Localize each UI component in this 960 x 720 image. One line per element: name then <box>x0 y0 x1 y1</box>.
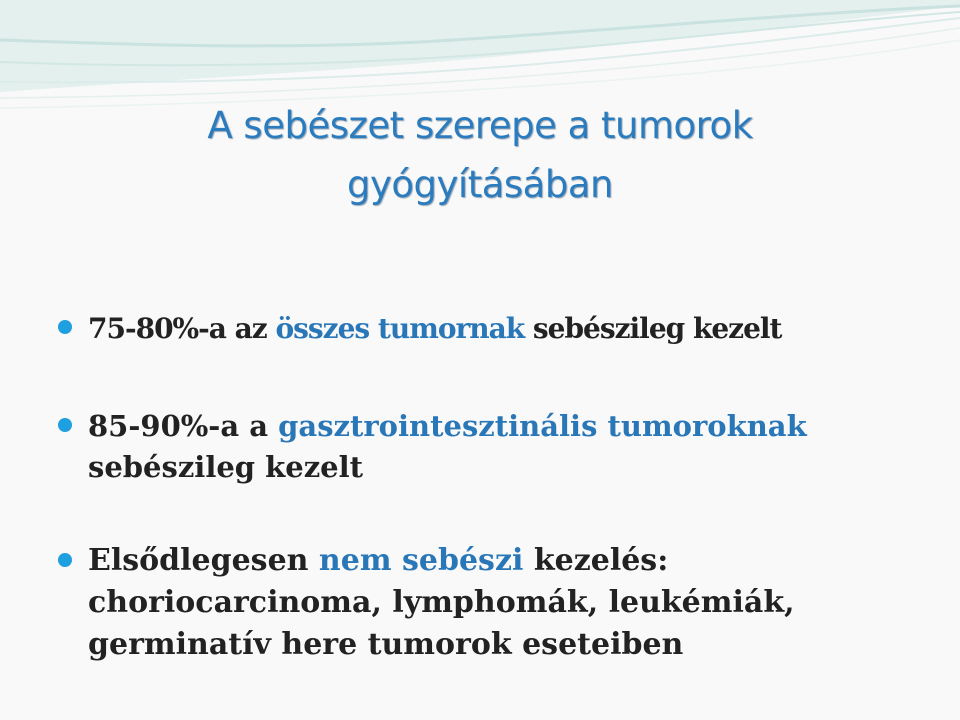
slide-title <box>0 96 960 214</box>
bullet-1-text: 75-80%-a az <box>88 312 276 345</box>
slide-title-line2: gyógyításában <box>347 163 613 206</box>
bullet-item-1 <box>58 308 938 349</box>
bullet-item-2 <box>58 406 938 488</box>
bullet-3-text-end: kezelés: choriocarcinoma, lymphomák, leukémiák, germinatív here tumorok eseteiben <box>88 543 795 662</box>
bullet-1-highlight: összes tumornak <box>275 312 525 345</box>
bullet-3-highlight: nem sebészi <box>318 543 524 578</box>
bullet-2-text-end: sebészileg kezelt <box>88 450 364 484</box>
slide-title-line1: A sebészet szerepe a tumorok <box>207 104 753 147</box>
bullet-3-text: Elsődlegesen <box>88 543 319 578</box>
bullet-list <box>58 308 938 666</box>
bullet-item-3 <box>58 540 938 666</box>
bullet-2-text: 85-90%-a a <box>88 409 279 443</box>
bullet-dot-icon <box>58 553 72 567</box>
bullet-2-highlight: gasztrointesztinális tumoroknak <box>278 409 807 443</box>
bullet-dot-icon <box>58 418 72 432</box>
bullet-dot-icon <box>58 320 72 334</box>
bullet-1-text-end: sebészileg kezelt <box>524 312 782 345</box>
